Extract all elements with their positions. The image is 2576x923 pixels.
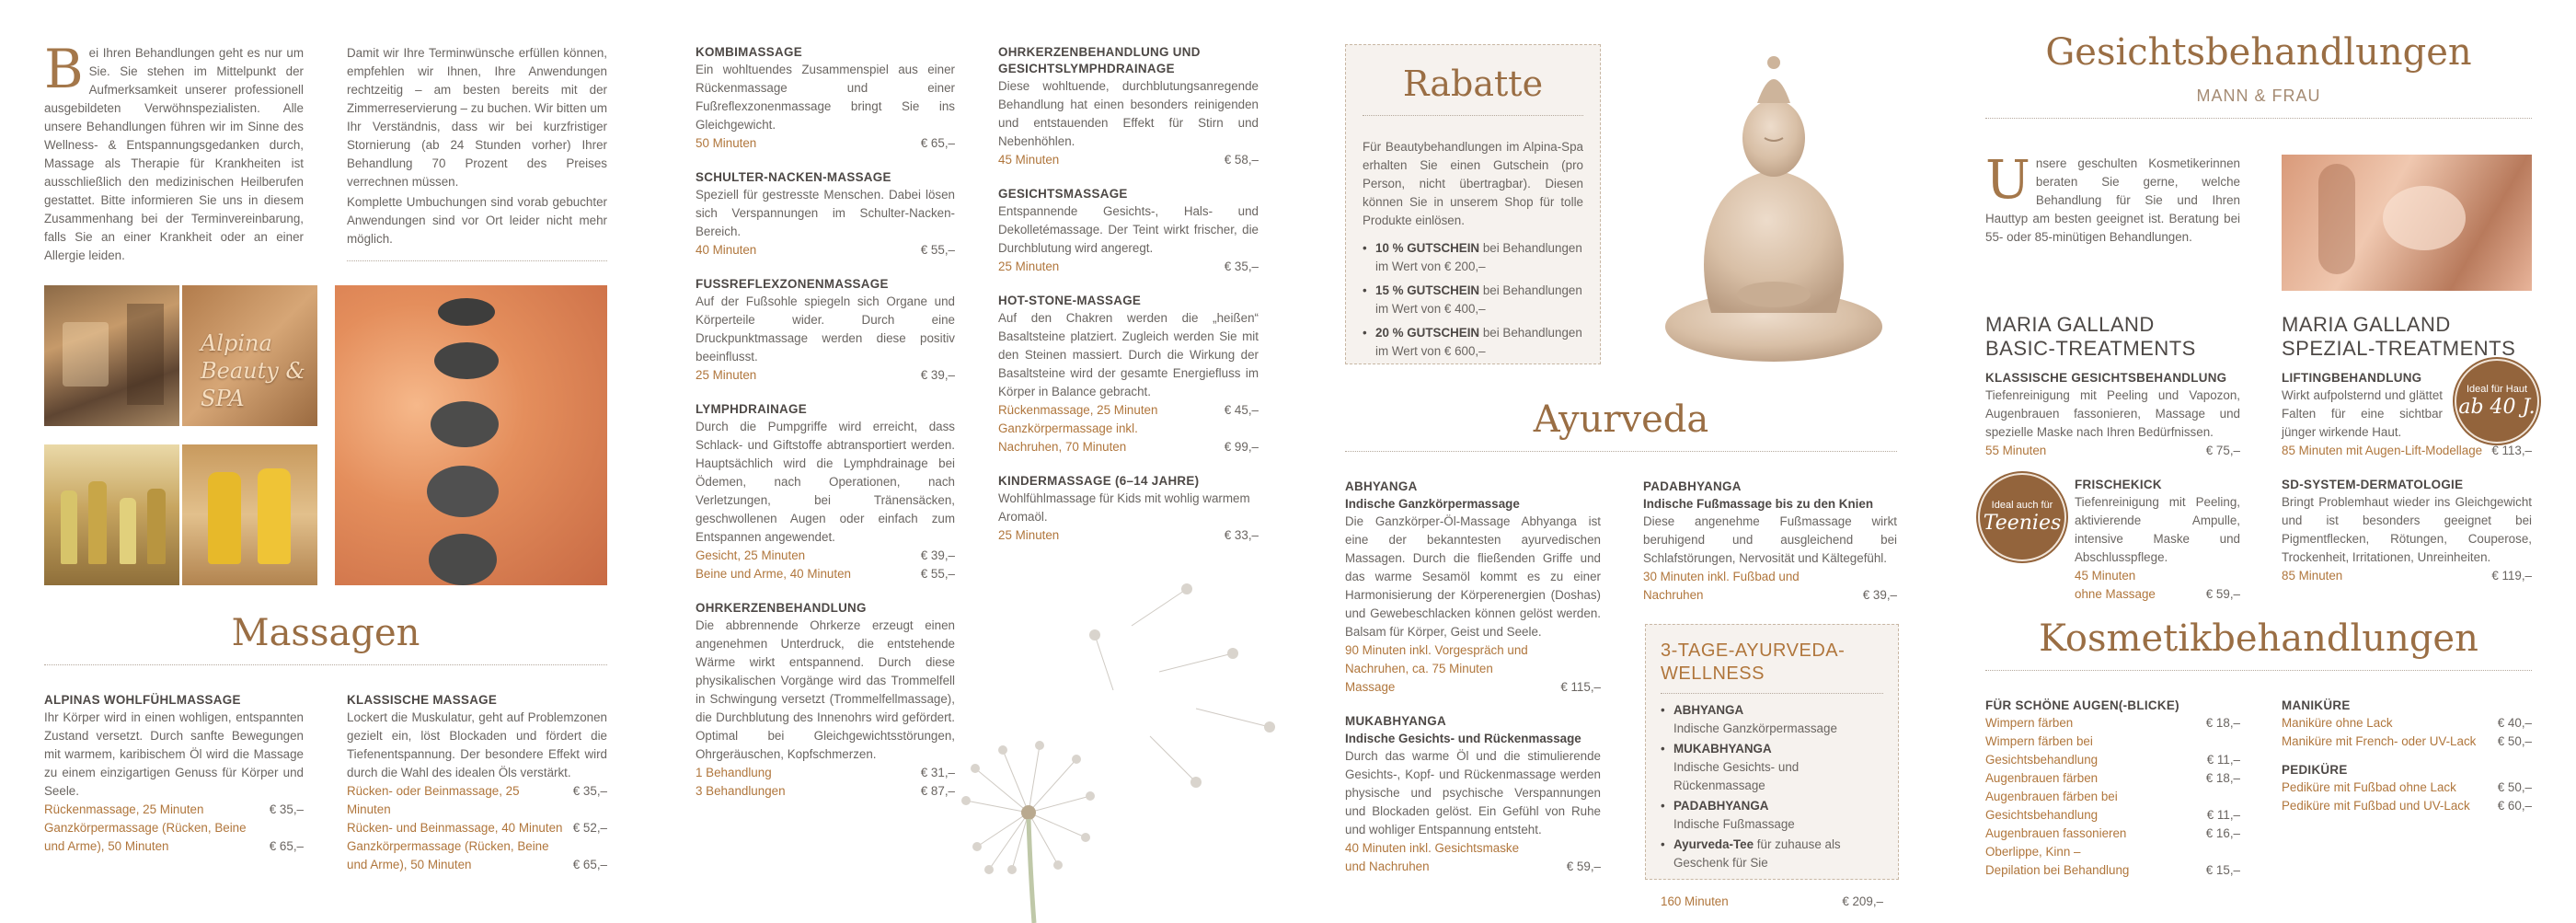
treatment-desc: Tiefenreinigung mit Peeling, aktivierende Ampulle, intensive Maske und Abschlusspflege. bbox=[2075, 495, 2240, 564]
rabatte-list bbox=[1363, 239, 1583, 361]
price-value: € 11,– bbox=[2206, 753, 2240, 767]
price-label: Beine und Arme, 40 Minuten bbox=[696, 567, 851, 581]
treatment-name: LIFTINGBEHANDLUNG bbox=[2282, 371, 2422, 385]
ab-40-badge bbox=[2455, 359, 2539, 444]
treatment-desc: Durch die Pumpgriffe wird erreicht, dass Schlack- und Giftstoffe abtransportiert werden. Hauptsächlich wird die Lymphdrainage bei Ödemen, nach Operationen, nach Verletzungen, bei Tränensäcken, geschwollenen Augen oder einfach zum Entspannen angewendet. bbox=[696, 420, 955, 544]
price-label: Pediküre mit Fußbad und UV-Lack bbox=[2282, 799, 2470, 813]
spezial-treatments-heading bbox=[2282, 313, 2532, 361]
treatment-kombimassage bbox=[696, 44, 955, 153]
massagen-title: Massagen bbox=[231, 612, 420, 654]
wellness-title: 3-TAGE-AYURVEDA-WELLNESS bbox=[1661, 640, 1846, 684]
price-label: 40 Minuten bbox=[696, 243, 757, 257]
spa-lobby-photo bbox=[44, 285, 179, 426]
wellness-item-text: Indische Fußmassage bbox=[1673, 817, 1795, 831]
treatment-gesichtsmassage bbox=[998, 186, 1259, 276]
panel2-col2 bbox=[998, 44, 1259, 561]
treatment-name: FUSSREFLEXZONENMASSAGE bbox=[696, 277, 889, 291]
treatment-sd-system bbox=[2282, 477, 2532, 585]
price-label: 45 Minuten bbox=[2075, 569, 2136, 583]
price-row bbox=[2282, 733, 2532, 751]
price-row bbox=[2282, 442, 2532, 460]
heading-line-2: BASIC-TREATMENTS bbox=[1985, 337, 2196, 360]
price-value: € 11,– bbox=[2206, 808, 2240, 822]
price-label: 45 Minuten bbox=[998, 153, 1060, 167]
treatment-desc: Die Ganzkörper-Öl-Massage Abhyanga ist eine der bekanntesten ayurvedischen Massagen. Durch die fließenden Griffe und das warme Sesamöl kommt es zu einer Harmonisierung der Körperenergien (Doshas) und Gewebeschlacken können gelöst werden. Balsam für Körper, Geist und Seele. bbox=[1345, 514, 1601, 639]
rabatte-item bbox=[1363, 282, 1583, 318]
price-label: Augenbrauen färben bei Gesichtsbehandlung bbox=[1985, 790, 2118, 822]
price-value: € 65,– bbox=[920, 136, 955, 150]
oil-bottles-photo bbox=[44, 444, 179, 585]
price-row bbox=[347, 782, 607, 819]
price-row bbox=[1345, 839, 1601, 876]
price-value: € 50,– bbox=[2497, 780, 2532, 794]
price-value: € 39,– bbox=[920, 368, 955, 382]
treatment-desc: Durch das warme Öl und die stimulierende Gesichts-, Kopf- und Rückenmassage werden physische und psychische Verspannungen und Blockaden gelöst. Ein Gefühl von Ruhe und wohliger Entspannung entsteht. bbox=[1345, 749, 1601, 836]
price-value: € 45,– bbox=[1224, 403, 1259, 417]
treatment-name: LYMPHDRAINAGE bbox=[696, 402, 807, 416]
wellness-item-bold: Ayurveda-Tee bbox=[1673, 837, 1754, 851]
treatment-desc: Auf den Chakren werden die „heißen“ Basaltsteine platziert. Zugleich werden Sie mit den Steinen massiert. Durch die Wirkung der Basaltsteine wird der gesamte Energiefluss im Körper in Balance gebracht. bbox=[998, 311, 1259, 398]
price-label: Rückenmassage, 25 Minuten bbox=[44, 802, 204, 816]
price-label: 160 Minuten bbox=[1661, 894, 1729, 908]
price-row bbox=[1985, 442, 2240, 460]
treatment-name: SD-SYSTEM-DERMATOLOGIE bbox=[2282, 478, 2464, 491]
divider bbox=[44, 664, 607, 665]
divider bbox=[1363, 115, 1583, 116]
rabatte-item-bold: 10 % GUTSCHEIN bbox=[1375, 241, 1480, 255]
treatment-name: ALPINAS WOHLFÜHLMASSAGE bbox=[44, 693, 241, 707]
wellness-list bbox=[1661, 701, 1883, 872]
treatment-ohrkerzen-lymph bbox=[998, 44, 1259, 169]
treatment-name: KLASSISCHE MASSAGE bbox=[347, 693, 498, 707]
treatment-name: OHRKERZENBEHANDLUNG UND GESICHTSLYMPHDRAINAGE bbox=[998, 45, 1201, 75]
spa-sign-photo bbox=[182, 285, 317, 426]
price-label: Ganzkörpermassage inkl. Nachruhen, 70 Minuten bbox=[998, 421, 1138, 454]
price-label: Pediküre mit Fußbad ohne Lack bbox=[2282, 780, 2456, 794]
treatment-alpinas bbox=[44, 692, 304, 856]
price-row bbox=[2282, 714, 2532, 733]
wellness-item bbox=[1661, 740, 1883, 795]
treatment-name: OHRKERZENBEHANDLUNG bbox=[696, 601, 867, 615]
price-row bbox=[696, 366, 955, 385]
price-label: Wimpern färben bei Gesichtsbehandlung bbox=[1985, 734, 2099, 767]
treatment-name: KLASSISCHE GESICHTSBEHANDLUNG bbox=[1985, 371, 2227, 385]
price-row bbox=[2282, 779, 2532, 797]
section-heading: PEDIKÜRE bbox=[2282, 763, 2348, 777]
rabatte-title: Rabatte bbox=[1402, 63, 1544, 104]
price-row bbox=[347, 819, 607, 837]
treatment-name: PADABHYANGA bbox=[1643, 479, 1742, 493]
divider bbox=[347, 260, 607, 261]
price-value: € 87,– bbox=[920, 784, 955, 798]
rabatte-text: Für Beautybehandlungen im Alpina-Spa erhalten Sie einen Gutschein (pro Person, nicht übertragbar). Diesen können Sie in unserem Shop für tolle Produkte einlösen. bbox=[1363, 140, 1583, 227]
gesicht-intro: Unsere geschulten Kosmetikerinnen beraten Sie gerne, welche Behandlung für Sie und Ihren Hauttyp am besten geeignet ist. Beratung bei 55- oder 85-minütigen Behandlungen. bbox=[1985, 148, 2240, 244]
treatment-name: KOMBIMASSAGE bbox=[696, 45, 802, 59]
rabatte-item-text: bei Behandlungen im Wert von € 400,– bbox=[1375, 283, 1582, 316]
treatment-kindermassage bbox=[998, 473, 1259, 545]
rabatte-item-bold: 20 % GUTSCHEIN bbox=[1375, 326, 1480, 340]
price-value: € 59,– bbox=[2205, 587, 2240, 601]
treatment-schulter-nacken bbox=[696, 169, 955, 260]
price-row bbox=[696, 782, 955, 801]
intro-right-text-2: Komplette Umbuchungen sind vorab gebuchter Anwendungen sind vor Ort leider nicht mehr möglich. bbox=[347, 195, 607, 246]
price-row bbox=[1345, 641, 1601, 697]
spa-sign-text: Alpina Beauty & SPA bbox=[201, 330, 305, 411]
wellness-item-bold: PADABHYANGA bbox=[1673, 799, 1769, 813]
treatment-name: MUKABHYANGA bbox=[1345, 714, 1446, 728]
price-value: € 119,– bbox=[2491, 569, 2532, 583]
price-row bbox=[1985, 769, 2240, 788]
price-row bbox=[696, 764, 955, 782]
price-label: Maniküre ohne Lack bbox=[2282, 716, 2393, 730]
wellness-item-bold: ABHYANGA bbox=[1673, 703, 1744, 717]
section-heading: MANIKÜRE bbox=[2282, 698, 2351, 712]
heading-line-1: MARIA GALLAND bbox=[1985, 313, 2155, 336]
badge-line-2: Teenies bbox=[1983, 511, 2062, 535]
price-row bbox=[1985, 825, 2240, 843]
price-value: € 18,– bbox=[2205, 716, 2240, 730]
ayurveda-left-col bbox=[1345, 479, 1601, 893]
divider bbox=[1985, 118, 2532, 119]
price-label: Rücken- oder Beinmassage, 25 Minuten bbox=[347, 784, 520, 816]
price-label: 90 Minuten inkl. Vorgespräch und Nachruhen, ca. 75 Minuten Massage bbox=[1345, 643, 1528, 694]
price-label: 30 Minuten inkl. Fußbad und Nachruhen bbox=[1643, 570, 1800, 602]
heading-line-1: MARIA GALLAND bbox=[2282, 313, 2451, 336]
price-row bbox=[1985, 843, 2240, 880]
treatment-desc: Lockert die Muskulatur, geht auf Problemzonen gezielt ein, löst Blockaden und fördert die Tiefenentspannung. Der besondere Effekt wird durch die Wahl des idealen Öls verstärkt. bbox=[347, 710, 607, 779]
price-row bbox=[2282, 797, 2532, 815]
hot-stones-photo bbox=[335, 285, 607, 585]
divider bbox=[1985, 670, 2532, 671]
price-row bbox=[696, 241, 955, 260]
badge-line-1: Ideal auch für bbox=[1991, 499, 2053, 511]
treatment-desc: Ihr Körper wird in einen wohligen, entspannten Zustand versetzt. Durch sanfte Bewegungen mit warmem, karibischem Öl wird die Massage zu einem einzigartigen Genuss für Körper und Seele. bbox=[44, 710, 304, 798]
treatment-subtitle: Indische Gesichts- und Rückenmassage bbox=[1345, 732, 1581, 745]
price-value: € 58,– bbox=[1224, 153, 1259, 167]
price-value: € 33,– bbox=[1224, 528, 1259, 542]
rabatte-box bbox=[1345, 44, 1601, 364]
rabatte-item-bold: 15 % GUTSCHEIN bbox=[1375, 283, 1480, 297]
price-value: € 18,– bbox=[2205, 771, 2240, 785]
price-label: 1 Behandlung bbox=[696, 766, 772, 779]
eyes-section bbox=[1985, 698, 2240, 880]
price-row bbox=[44, 819, 304, 856]
price-label: Maniküre mit French- oder UV-Lack bbox=[2282, 734, 2477, 748]
treatment-abhyanga bbox=[1345, 479, 1601, 697]
facial-treatment-photo bbox=[2282, 155, 2532, 291]
treatment-desc: Bringt Problemhaut wieder ins Gleichgewicht und ist besonders geeignet bei Pigmentflecken, Rötungen, Couperose, Trockenheit, Irritationen, Unreinheiten. bbox=[2282, 495, 2532, 564]
treatment-ohrkerzen bbox=[696, 600, 955, 801]
treatment-desc: Diese angenehme Fußmassage wirkt beruhigend und ausgleichend bei Schlafstörungen, Nervosität und Kältegefühl. bbox=[1643, 514, 1897, 565]
dandelion-illustration bbox=[920, 571, 1306, 923]
treatment-desc: Diese wohltuende, durchblutungsanregende Behandlung hat einen besonders reinigenden und entstauenden Effekt für Stirn und Nebenhöhlen. bbox=[998, 79, 1259, 148]
treatment-name: FRISCHEKICK bbox=[2075, 478, 2162, 491]
ayurveda-wellness-box bbox=[1645, 624, 1899, 908]
price-label: Oberlippe, Kinn – Depilation bei Behandlung bbox=[1985, 845, 2130, 877]
price-label: 3 Behandlungen bbox=[696, 784, 786, 798]
bathrobes-photo bbox=[182, 444, 317, 585]
price-value: € 35,– bbox=[572, 784, 607, 798]
price-value: € 75,– bbox=[2205, 444, 2240, 457]
price-row bbox=[2282, 567, 2532, 585]
price-row bbox=[1985, 714, 2240, 733]
price-value: € 115,– bbox=[1560, 680, 1601, 694]
price-row bbox=[1985, 733, 2240, 769]
price-value: € 60,– bbox=[2497, 799, 2532, 813]
wellness-item-text: Indische Ganzkörpermassage bbox=[1673, 721, 1837, 735]
panel2-col1 bbox=[696, 44, 955, 817]
price-value: € 35,– bbox=[269, 802, 304, 816]
treatment-fussreflex bbox=[696, 276, 955, 385]
price-label: 25 Minuten bbox=[998, 260, 1060, 273]
treatment-klassische bbox=[347, 692, 607, 874]
price-value: € 52,– bbox=[572, 821, 607, 835]
treatment-desc: Ein wohltuendes Zusammenspiel aus einer Rückenmassage und einer Fußreflexzonenmassage bringt Sie ins Gleichgewicht. bbox=[696, 63, 955, 132]
price-row bbox=[998, 258, 1259, 276]
wellness-item-text: für zuhause als Geschenk für Sie bbox=[1673, 837, 1841, 870]
wellness-item-text: Indische Gesichts- und Rückenmassage bbox=[1673, 760, 1800, 792]
teenies-badge bbox=[1978, 473, 2066, 561]
price-label: Ganzkörpermassage (Rücken, Beine und Arme), 50 Minuten bbox=[347, 839, 549, 871]
basic-treatments-heading bbox=[1985, 313, 2240, 361]
badge-line-2: ab 40 J. bbox=[2458, 395, 2536, 419]
wellness-item-bold: MUKABHYANGA bbox=[1673, 742, 1772, 756]
price-row bbox=[998, 401, 1259, 420]
price-label: Rücken- und Beinmassage, 40 Minuten bbox=[347, 821, 563, 835]
rabatte-item bbox=[1363, 239, 1583, 276]
price-value: € 31,– bbox=[920, 766, 955, 779]
price-label: Gesicht, 25 Minuten bbox=[696, 548, 806, 562]
price-row bbox=[2075, 567, 2240, 585]
price-row bbox=[347, 837, 607, 874]
price-row bbox=[44, 801, 304, 819]
intro-right-text-1: Damit wir Ihre Terminwünsche erfüllen können, empfehlen wir Ihnen, Ihre Anwendungen rechtzeitig – am besten bereits mit der Zimmerreservierung – zu buchen. Wir bitten um Ihr Verständnis, dass wir bei kurzfristiger Stornierung (ab 24 Stunden vorher) Ihrer Behandlung 70 Prozent des Preises verrechnen müssen. bbox=[347, 46, 607, 189]
price-row bbox=[696, 547, 955, 565]
treatment-mukabhyanga bbox=[1345, 713, 1601, 876]
treatment-desc: Speziell für gestresste Menschen. Dabei lösen sich Verspannungen im Schulter-Nacken-Bereich. bbox=[696, 188, 955, 238]
treatment-desc: Wirkt aufpolsternd und glättet Falten für eine sichtbar jünger wirkende Haut. bbox=[2282, 388, 2443, 439]
price-row bbox=[696, 565, 955, 583]
price-value: € 99,– bbox=[1224, 440, 1259, 454]
price-label: ohne Massage bbox=[2075, 587, 2156, 601]
price-row bbox=[998, 151, 1259, 169]
treatment-name: ABHYANGA bbox=[1345, 479, 1418, 493]
price-label: Augenbrauen färben bbox=[1985, 771, 2099, 785]
price-value: € 15,– bbox=[2205, 863, 2240, 877]
price-value: € 209,– bbox=[1842, 894, 1883, 908]
price-value: € 39,– bbox=[920, 548, 955, 562]
price-label: 40 Minuten inkl. Gesichtsmaske und Nachruhen bbox=[1345, 841, 1520, 873]
price-value: € 55,– bbox=[920, 567, 955, 581]
price-label: Rückenmassage, 25 Minuten bbox=[998, 403, 1158, 417]
gesicht-title: Gesichtsbehandlungen bbox=[2045, 31, 2472, 74]
price-row bbox=[998, 526, 1259, 545]
price-label: 85 Minuten mit Augen-Lift-Modellage bbox=[2282, 444, 2483, 457]
ayurveda-title: Ayurveda bbox=[1533, 398, 1709, 441]
treatment-desc: Die abbrennende Ohrkerze erzeugt einen angenehmen Unterdruck, die entstehende Wärme wirkt entspannend. Durch diese physikalischen Vorgänge wird das Trommelfell in Schwingung versetzt (Trommelfellmassage), die Durchblutung des Innenohrs wird gefördert. Optimal bei Gleichgewichtsstörungen, Ohrgeräuschen, Kopfschmerzen. bbox=[696, 618, 955, 761]
treatment-name: SCHULTER-NACKEN-MASSAGE bbox=[696, 170, 891, 184]
price-row bbox=[696, 134, 955, 153]
kosmetik-title: Kosmetikbehandlungen bbox=[2039, 617, 2478, 660]
treatment-subtitle: Indische Fußmassage bis zu den Knien bbox=[1643, 497, 1874, 511]
price-value: € 40,– bbox=[2497, 716, 2532, 730]
treatment-padabhyanga bbox=[1643, 479, 1897, 605]
wellness-item bbox=[1661, 797, 1883, 834]
heading-line-2: SPEZIAL-TREATMENTS bbox=[2282, 337, 2516, 360]
price-value bbox=[2233, 567, 2240, 585]
treatment-desc: Entspannende Gesichts-, Hals- und Dekolletémassage. Der Teint wirkt frischer, die Durchblutung wird angeregt. bbox=[998, 204, 1259, 255]
price-value: € 39,– bbox=[1862, 588, 1897, 602]
intro-left-text: Bei Ihren Behandlungen geht es nur um Sie. Sie stehen im Mittelpunkt der Aufmerksamkeit unserer professionell ausgebildeten Verwöhnspezialisten. Alle unsere Behandlungen führen wir im Sinne des Wellness- & Entspannungsgedanken durch, Massage als Therapie für Krankheiten ist ausschließlich den medizinischen Heilberufen gestattet. Bitte informieren Sie uns in diesem Zusammenhang bei der Terminvereinbarung, falls Sie an einer Krankheit oder an einer Allergie leiden. bbox=[44, 38, 304, 262]
treatment-frischekick bbox=[2075, 477, 2240, 604]
treatment-name: HOT-STONE-MASSAGE bbox=[998, 294, 1142, 307]
wellness-item bbox=[1661, 836, 1883, 872]
price-row bbox=[998, 420, 1259, 456]
price-label: 25 Minuten bbox=[696, 368, 757, 382]
rabatte-item-text: bei Behandlungen im Wert von € 600,– bbox=[1375, 326, 1582, 358]
price-label: 50 Minuten bbox=[696, 136, 757, 150]
price-value: € 35,– bbox=[1224, 260, 1259, 273]
price-label: Wimpern färben bbox=[1985, 716, 2074, 730]
treatment-hot-stone bbox=[998, 293, 1259, 456]
price-label: 25 Minuten bbox=[998, 528, 1060, 542]
treatment-lymphdrainage bbox=[696, 401, 955, 583]
treatment-klassische-gesicht bbox=[1985, 370, 2240, 460]
price-value: € 113,– bbox=[2491, 444, 2532, 457]
price-row bbox=[1985, 788, 2240, 825]
rabatte-item bbox=[1363, 324, 1583, 361]
section-heading: FÜR SCHÖNE AUGEN(-BLICKE) bbox=[1985, 698, 2179, 712]
price-row bbox=[1661, 893, 1883, 911]
manicure-pedicure-section bbox=[2282, 698, 2532, 815]
price-value: € 50,– bbox=[2497, 734, 2532, 748]
divider bbox=[1345, 451, 1897, 452]
price-row bbox=[2075, 585, 2240, 604]
price-value: € 55,– bbox=[920, 243, 955, 257]
price-value: € 16,– bbox=[2205, 826, 2240, 840]
treatment-name: KINDERMASSAGE (6–14 JAHRE) bbox=[998, 474, 1200, 488]
price-value: € 65,– bbox=[572, 858, 607, 871]
price-value: € 59,– bbox=[1566, 860, 1601, 873]
treatment-name: GESICHTSMASSAGE bbox=[998, 187, 1128, 201]
treatment-desc: Tiefenreinigung mit Peeling und Vapozon, Augenbrauen fassonieren, Massage und spezielle Maske nach Ihren Bedürfnissen. bbox=[1985, 388, 2240, 439]
treatment-desc: Auf der Fußsohle spiegeln sich Organe und Körperteile wider. Durch eine Druckpunktmassage werden diese positiv beeinflusst. bbox=[696, 294, 955, 363]
price-label: 85 Minuten bbox=[2282, 569, 2343, 583]
rabatte-item-text: bei Behandlungen im Wert von € 200,– bbox=[1375, 241, 1582, 273]
badge-line-1: Ideal für Haut bbox=[2466, 383, 2528, 395]
ayurveda-right-col bbox=[1643, 479, 1897, 621]
wellness-item bbox=[1661, 701, 1883, 738]
treatment-subtitle: Indische Ganzkörpermassage bbox=[1345, 497, 1520, 511]
buddha-statue-image bbox=[1656, 37, 1895, 368]
gesicht-subtitle: MANN & FRAU bbox=[2196, 87, 2321, 105]
divider bbox=[1661, 693, 1883, 694]
price-row bbox=[1643, 568, 1897, 605]
price-label: Ganzkörpermassage (Rücken, Beine und Arme), 50 Minuten bbox=[44, 821, 247, 853]
treatment-desc: Wohlfühlmassage für Kids mit wohlig warmem Aromaöl. bbox=[998, 491, 1250, 524]
price-label: Augenbrauen fassonieren bbox=[1985, 826, 2127, 840]
price-value: € 65,– bbox=[269, 839, 304, 853]
price-label: 55 Minuten bbox=[1985, 444, 2047, 457]
